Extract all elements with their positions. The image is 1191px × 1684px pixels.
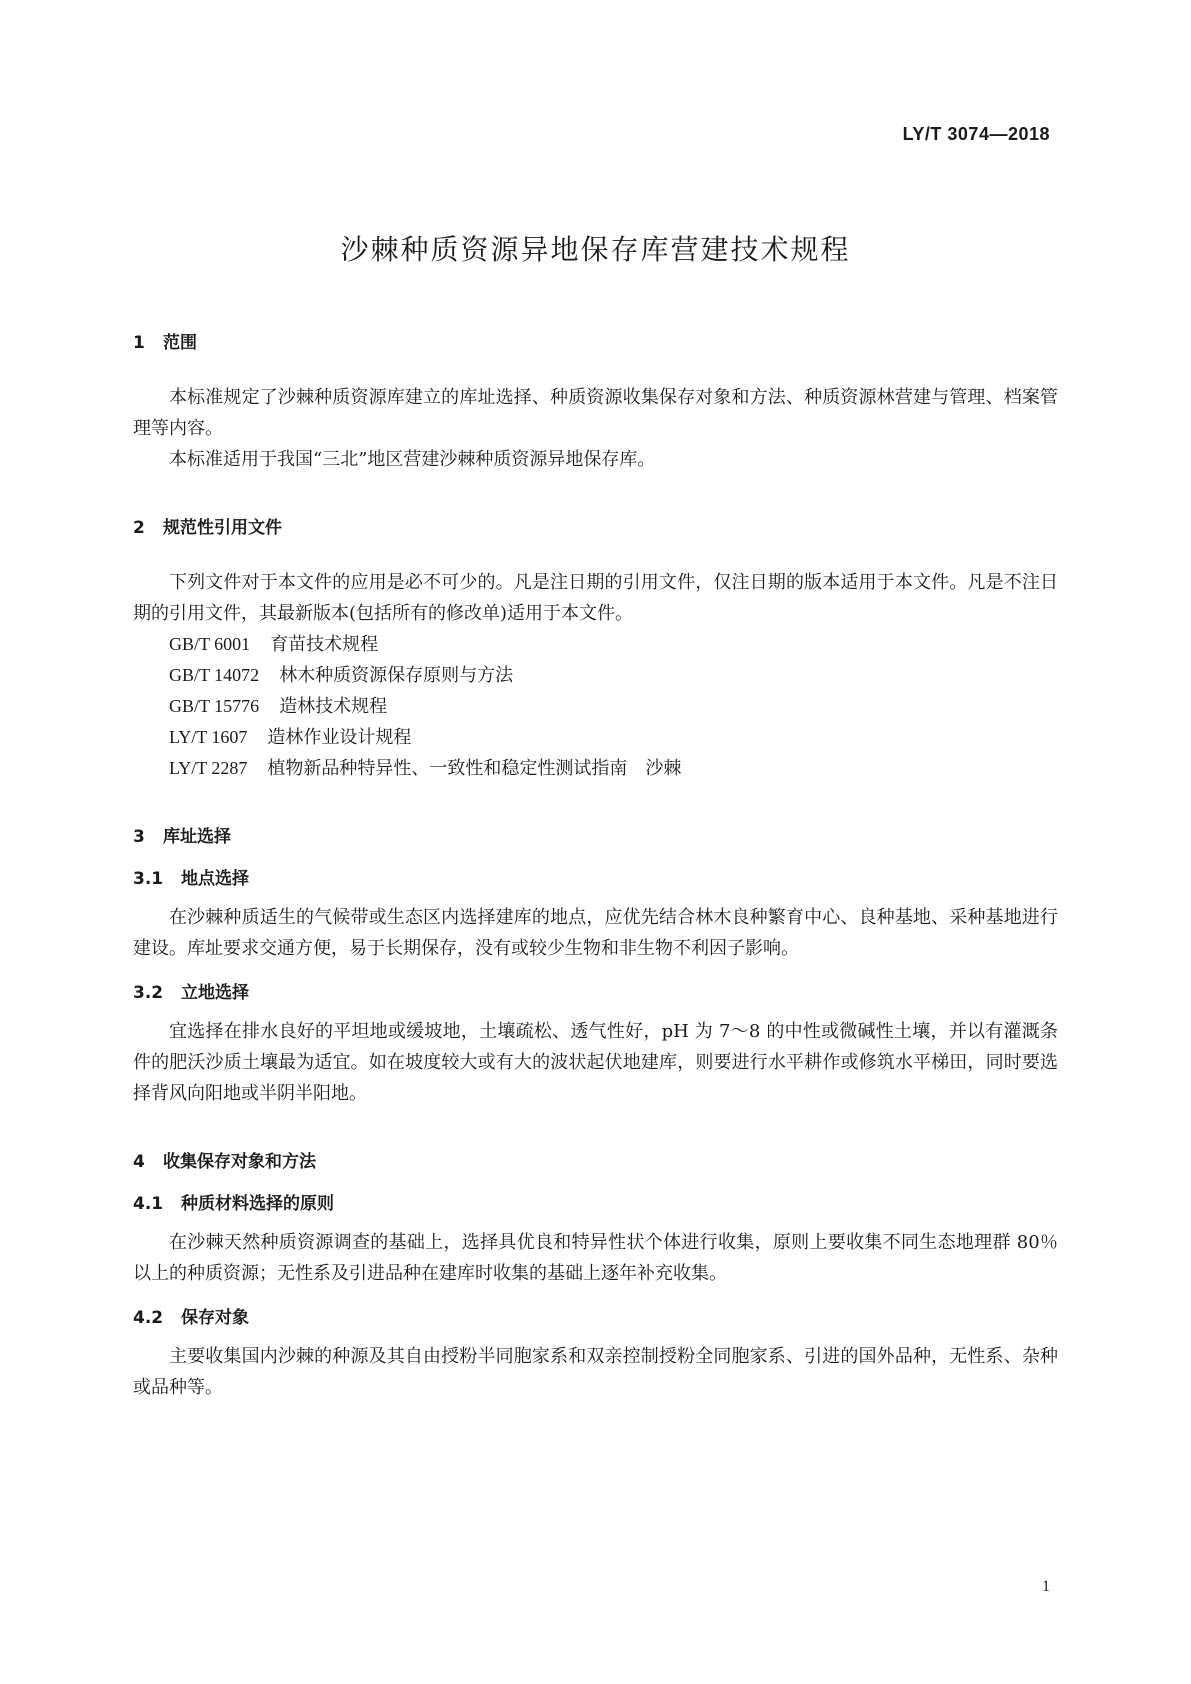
reference-name: 造林作业设计规程 (267, 727, 412, 748)
section-heading-3 (133, 824, 1058, 850)
reference-item (133, 691, 1058, 722)
reference-item (133, 660, 1058, 691)
paragraph: 在沙棘天然种质资源调查的基础上，选择具优良和特异性状个体进行收集，原则上要收集不同生态地理群 80％以上的种质资源；无性系及引进品种在建库时收集的基础上逐年补充收集。 (133, 1232, 1058, 1284)
reference-code: LY/T 1607 (169, 727, 248, 747)
reference-name: 育苗技术规程 (270, 634, 379, 655)
paragraph: 本标准规定了沙棘种质资源库建立的库址选择、种质资源收集保存对象和方法、种质资源林营建与管理、档案管理等内容。 (133, 387, 1058, 439)
subsection-title: 立地选择 (181, 983, 249, 1003)
reference-item (133, 629, 1058, 660)
reference-code: GB/T 14072 (169, 665, 260, 685)
reference-item (133, 722, 1058, 753)
section-heading-2 (133, 515, 1058, 541)
paragraph: 在沙棘种质适生的气候带或生态区内选择建库的地点，应优先结合林木良种繁育中心、良种基地、采种基地进行建设。库址要求交通方便，易于长期保存，没有或较少生物和非生物不利因子影响。 (133, 907, 1058, 959)
subsection-number: 4.1 (133, 1194, 164, 1214)
reference-name: 林木种质资源保存原则与方法 (279, 665, 514, 686)
page-number: 1 (1042, 1578, 1050, 1595)
section-title: 规范性引用文件 (163, 518, 282, 538)
subsection-heading-3-2 (133, 980, 1058, 1006)
standard-code: LY/T 3074—2018 (902, 124, 1050, 144)
subsection-title: 保存对象 (181, 1308, 249, 1328)
document-body (133, 330, 1058, 1403)
subsection-heading-3-1 (133, 866, 1058, 892)
section-heading-1 (133, 330, 1058, 356)
subsection-number: 3.1 (133, 869, 164, 889)
section-number: 1 (133, 333, 145, 353)
reference-code: GB/T 15776 (169, 696, 260, 716)
section-title: 库址选择 (163, 827, 231, 847)
subsection-title: 种质材料选择的原则 (181, 1194, 334, 1214)
section-number: 4 (133, 1152, 145, 1172)
subsection-number: 3.2 (133, 983, 164, 1003)
paragraph: 主要收集国内沙棘的种源及其自由授粉半同胞家系和双亲控制授粉全同胞家系、引进的国外品种，无性系、杂种或品种等。 (133, 1346, 1058, 1398)
paragraph: 宜选择在排水良好的平坦地或缓坡地，土壤疏松、透气性好，pH 为 7～8 的中性或微碱性土壤，并以有灌溉条件的肥沃沙质土壤最为适宜。如在坡度较大或有大的波状起伏地建库，则要进行水平耕作或修筑水平梯田，同时要选择背风向阳地或半阴半阳地。 (133, 1021, 1058, 1104)
reference-name: 植物新品种特异性、一致性和稳定性测试指南 沙棘 (267, 758, 682, 779)
section-title: 范围 (163, 333, 197, 353)
subsection-title: 地点选择 (181, 869, 249, 889)
paragraph: 下列文件对于本文件的应用是必不可少的。凡是注日期的引用文件，仅注日期的版本适用于本文件。凡是不注日期的引用文件，其最新版本(包括所有的修改单)适用于本文件。 (133, 572, 1058, 624)
document-title: 沙棘种质资源异地保存库营建技术规程 (340, 233, 851, 266)
reference-code: GB/T 6001 (169, 634, 251, 654)
section-heading-4 (133, 1149, 1058, 1175)
subsection-number: 4.2 (133, 1308, 164, 1328)
reference-name: 造林技术规程 (279, 696, 388, 717)
subsection-heading-4-2 (133, 1305, 1058, 1331)
section-number: 3 (133, 827, 145, 847)
reference-item (133, 753, 1058, 784)
reference-list (133, 629, 1058, 784)
reference-code: LY/T 2287 (169, 758, 248, 778)
section-title: 收集保存对象和方法 (163, 1152, 316, 1172)
section-number: 2 (133, 518, 145, 538)
paragraph: 本标准适用于我国“三北”地区营建沙棘种质资源异地保存库。 (169, 449, 656, 470)
subsection-heading-4-1 (133, 1191, 1058, 1217)
